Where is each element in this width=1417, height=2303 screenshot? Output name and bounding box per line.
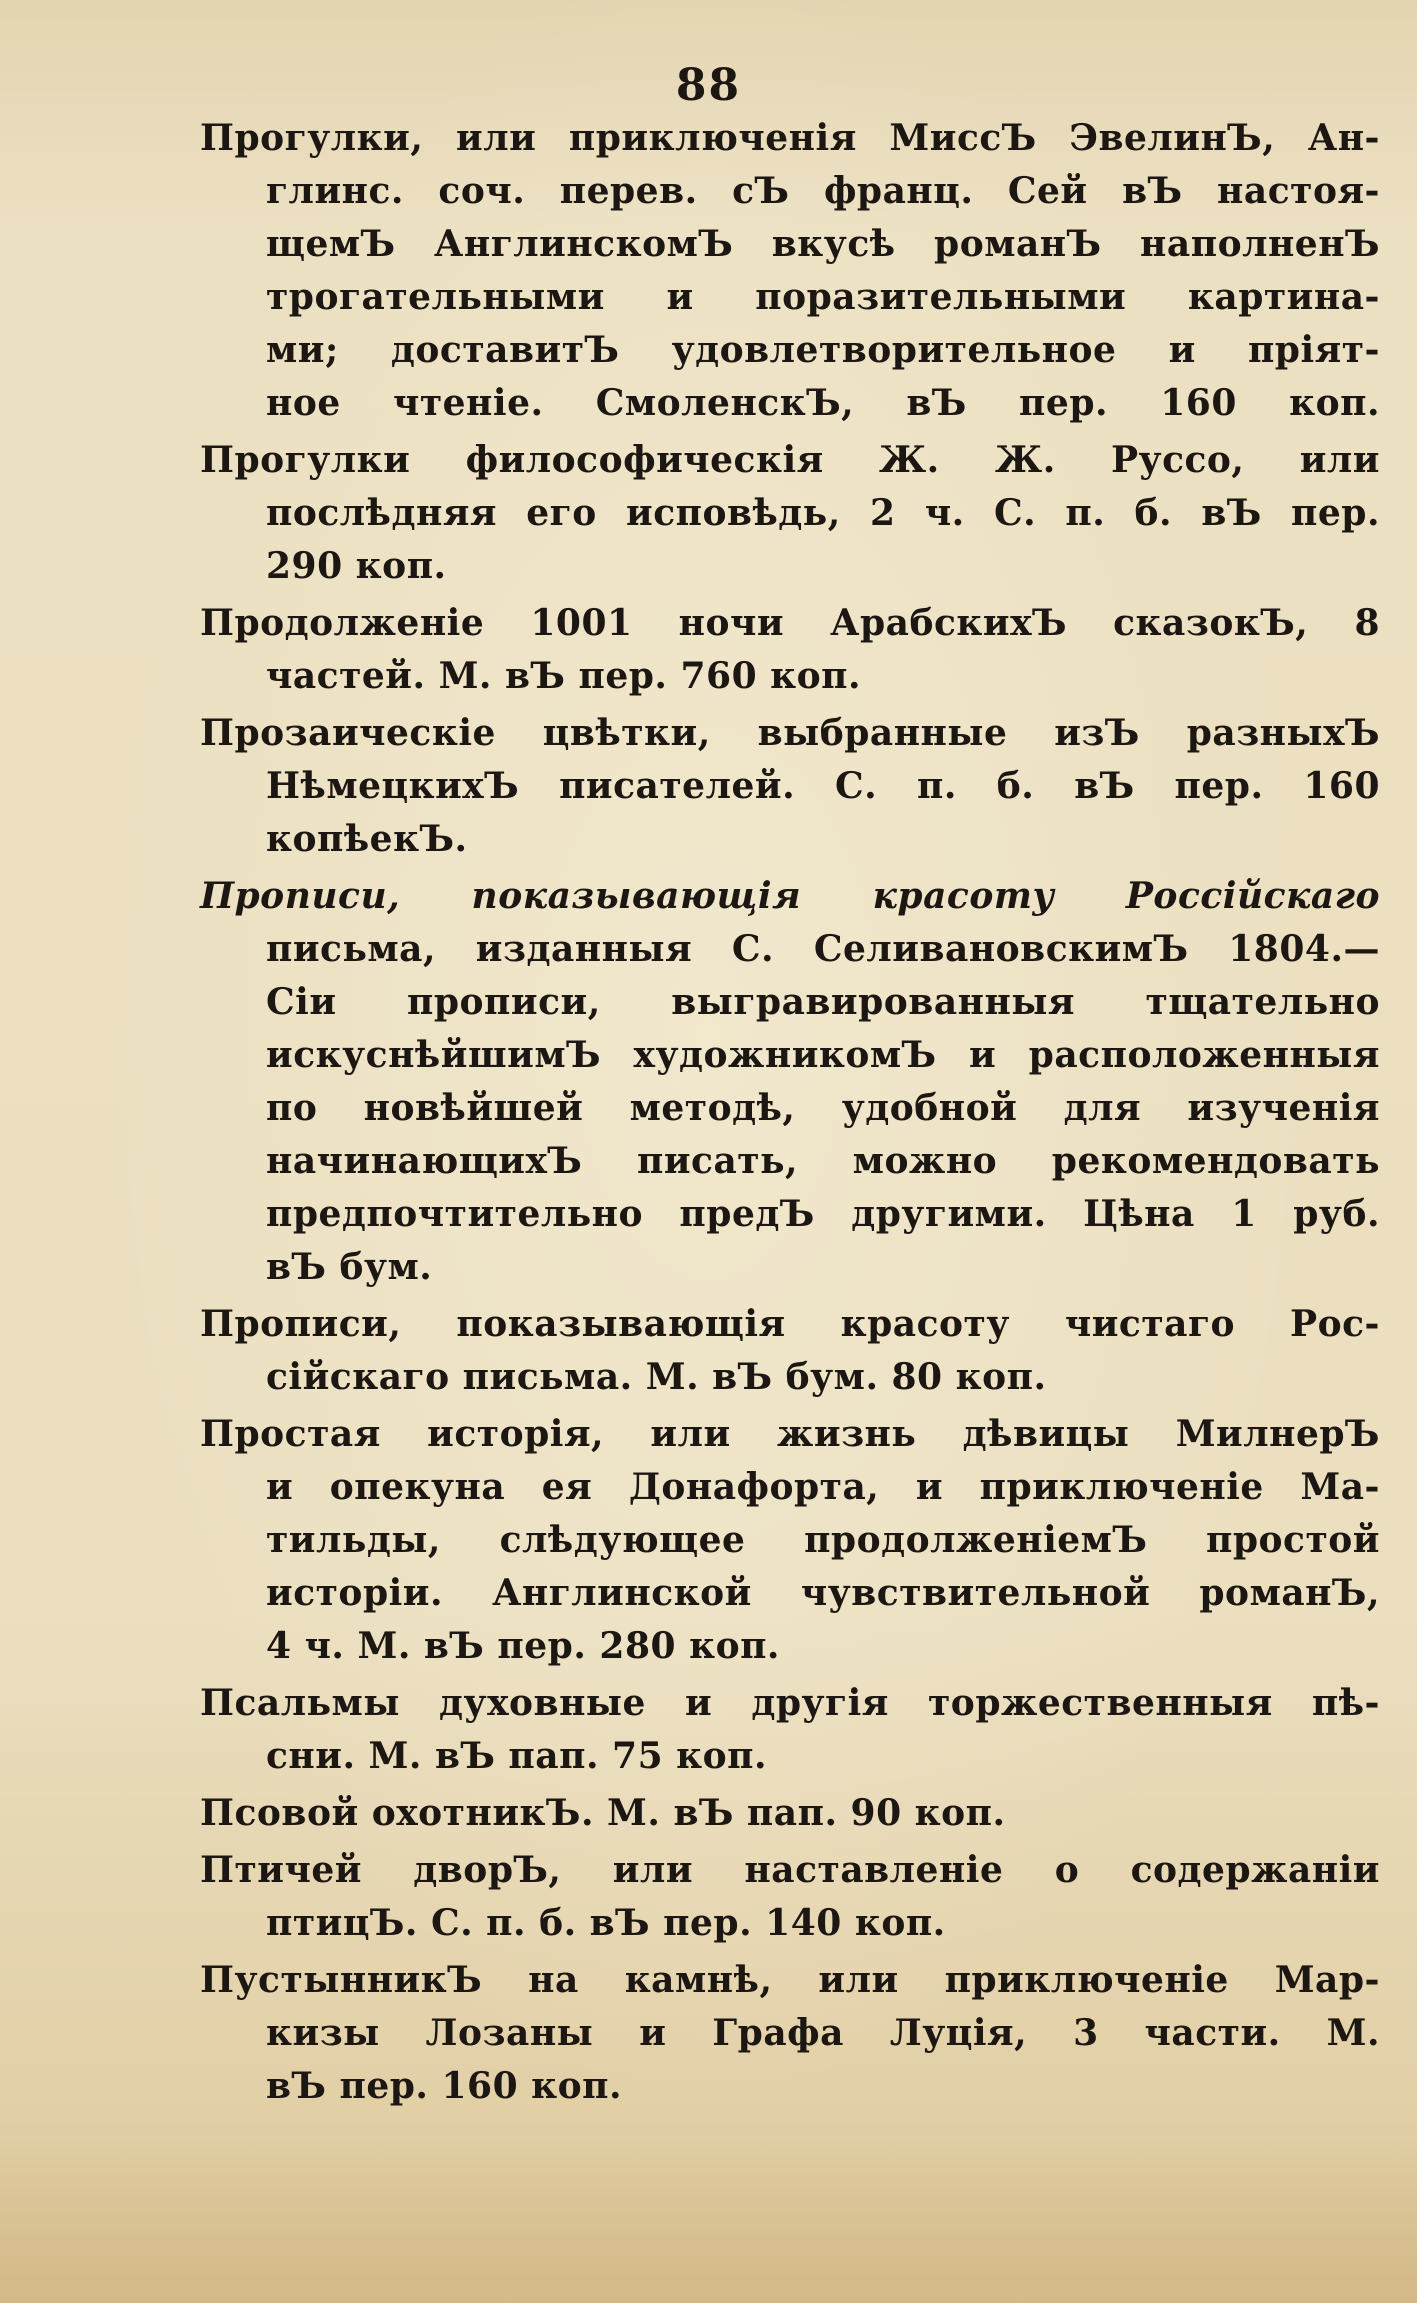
entry-line: частей. М. вЪ пер. 760 коп.	[266, 655, 862, 697]
entry-line: предпочтительно предЪ другими. Цѣна 1 руб.	[266, 1193, 1380, 1235]
entry-line: Прописи, показывающія красоту Россійскаго	[200, 875, 1380, 917]
entry-line: 4 ч. М. вЪ пер. 280 коп.	[266, 1625, 780, 1667]
entry-line: Продолженіе 1001 ночи АрабскихЪ сказокЪ, 8	[200, 602, 1380, 644]
catalog-entry	[200, 1677, 1380, 1783]
entry-line: трогательными и поразительными картина-	[266, 276, 1380, 318]
entry-line: вЪ пер. 160 коп.	[266, 2065, 623, 2107]
entry-line: письма, изданныя С. СеливановскимЪ 1804.—	[266, 928, 1380, 970]
catalog-entry	[200, 1844, 1380, 1950]
entry-line: Простая исторія, или жизнь дѣвицы МилнерЪ	[200, 1413, 1380, 1455]
entry-line: щемЪ АнглинскомЪ вкусѣ романЪ наполненЪ	[266, 223, 1380, 265]
catalog-entry	[200, 1787, 1380, 1840]
entry-line: копѣекЪ.	[266, 818, 468, 860]
entry-line: кизы Лозаны и Графа Луція, 3 части. М.	[266, 2012, 1380, 2054]
entry-line: ми; доставитЪ удовлетворительное и пріят-	[266, 329, 1380, 371]
entry-line: Сіи прописи, выгравированныя тщательно	[266, 981, 1380, 1023]
entry-line: Прогулки философическія Ж. Ж. Руссо, или	[200, 439, 1380, 481]
catalog-entries	[200, 112, 1380, 2117]
entry-line: вЪ бум.	[266, 1246, 433, 1288]
catalog-entry	[200, 597, 1380, 703]
catalog-entry	[200, 707, 1380, 866]
entry-line: сни. М. вЪ пап. 75 коп.	[266, 1735, 768, 1777]
entry-line: НѣмецкихЪ писателей. С. п. б. вЪ пер. 160	[266, 765, 1380, 807]
catalog-entry	[200, 1954, 1380, 2113]
entry-line: Прописи, показывающія красоту чистаго Рос-	[200, 1303, 1380, 1345]
entry-line: Псовой охотникЪ. М. вЪ пап. 90 коп.	[200, 1792, 1006, 1834]
entry-line: Прогулки, или приключенія МиссЪ ЭвелинЪ, Ан-	[200, 117, 1380, 159]
entry-line: по новѣйшей методѣ, удобной для изученія	[266, 1087, 1380, 1129]
page-stain	[0, 2133, 1417, 2303]
entry-line: 290 коп.	[266, 545, 447, 587]
entry-line: Псальмы духовные и другія торжественныя пѣ-	[200, 1682, 1380, 1724]
entry-line: ное чтеніе. СмоленскЪ, вЪ пер. 160 коп.	[266, 382, 1380, 424]
entry-line: Птичей дворЪ, или наставленіе о содержаніи	[200, 1849, 1380, 1891]
page-number: 88	[675, 60, 742, 111]
entry-line: послѣдняя его исповѣдь, 2 ч. С. п. б. вЪ пер.	[266, 492, 1380, 534]
catalog-entry	[200, 1298, 1380, 1404]
catalog-entry	[200, 1408, 1380, 1673]
entry-line: и опекуна ея Донафорта, и приключеніе Ма-	[266, 1466, 1380, 1508]
entry-line: глинс. соч. перев. сЪ франц. Сей вЪ настоя-	[266, 170, 1380, 212]
entry-line: тильды, слѣдующее продолженіемЪ простой	[266, 1519, 1380, 1561]
entry-line: начинающихЪ писать, можно рекомендовать	[266, 1140, 1380, 1182]
entry-line: Прозаическіе цвѣтки, выбранные изЪ разныхЪ	[200, 712, 1380, 754]
entry-line: сійскаго письма. М. вЪ бум. 80 коп.	[266, 1356, 1047, 1398]
entry-line: птицЪ. С. п. б. вЪ пер. 140 коп.	[266, 1902, 946, 1944]
catalog-entry	[200, 112, 1380, 430]
catalog-entry	[200, 434, 1380, 593]
entry-line: исторіи. Англинской чувствительной романЪ,	[266, 1572, 1380, 1614]
catalog-entry	[200, 870, 1380, 1294]
entry-line: искуснѣйшимЪ художникомЪ и расположенныя	[266, 1034, 1380, 1076]
entry-line: ПустынникЪ на камнѣ, или приключеніе Мар-	[200, 1959, 1380, 2001]
